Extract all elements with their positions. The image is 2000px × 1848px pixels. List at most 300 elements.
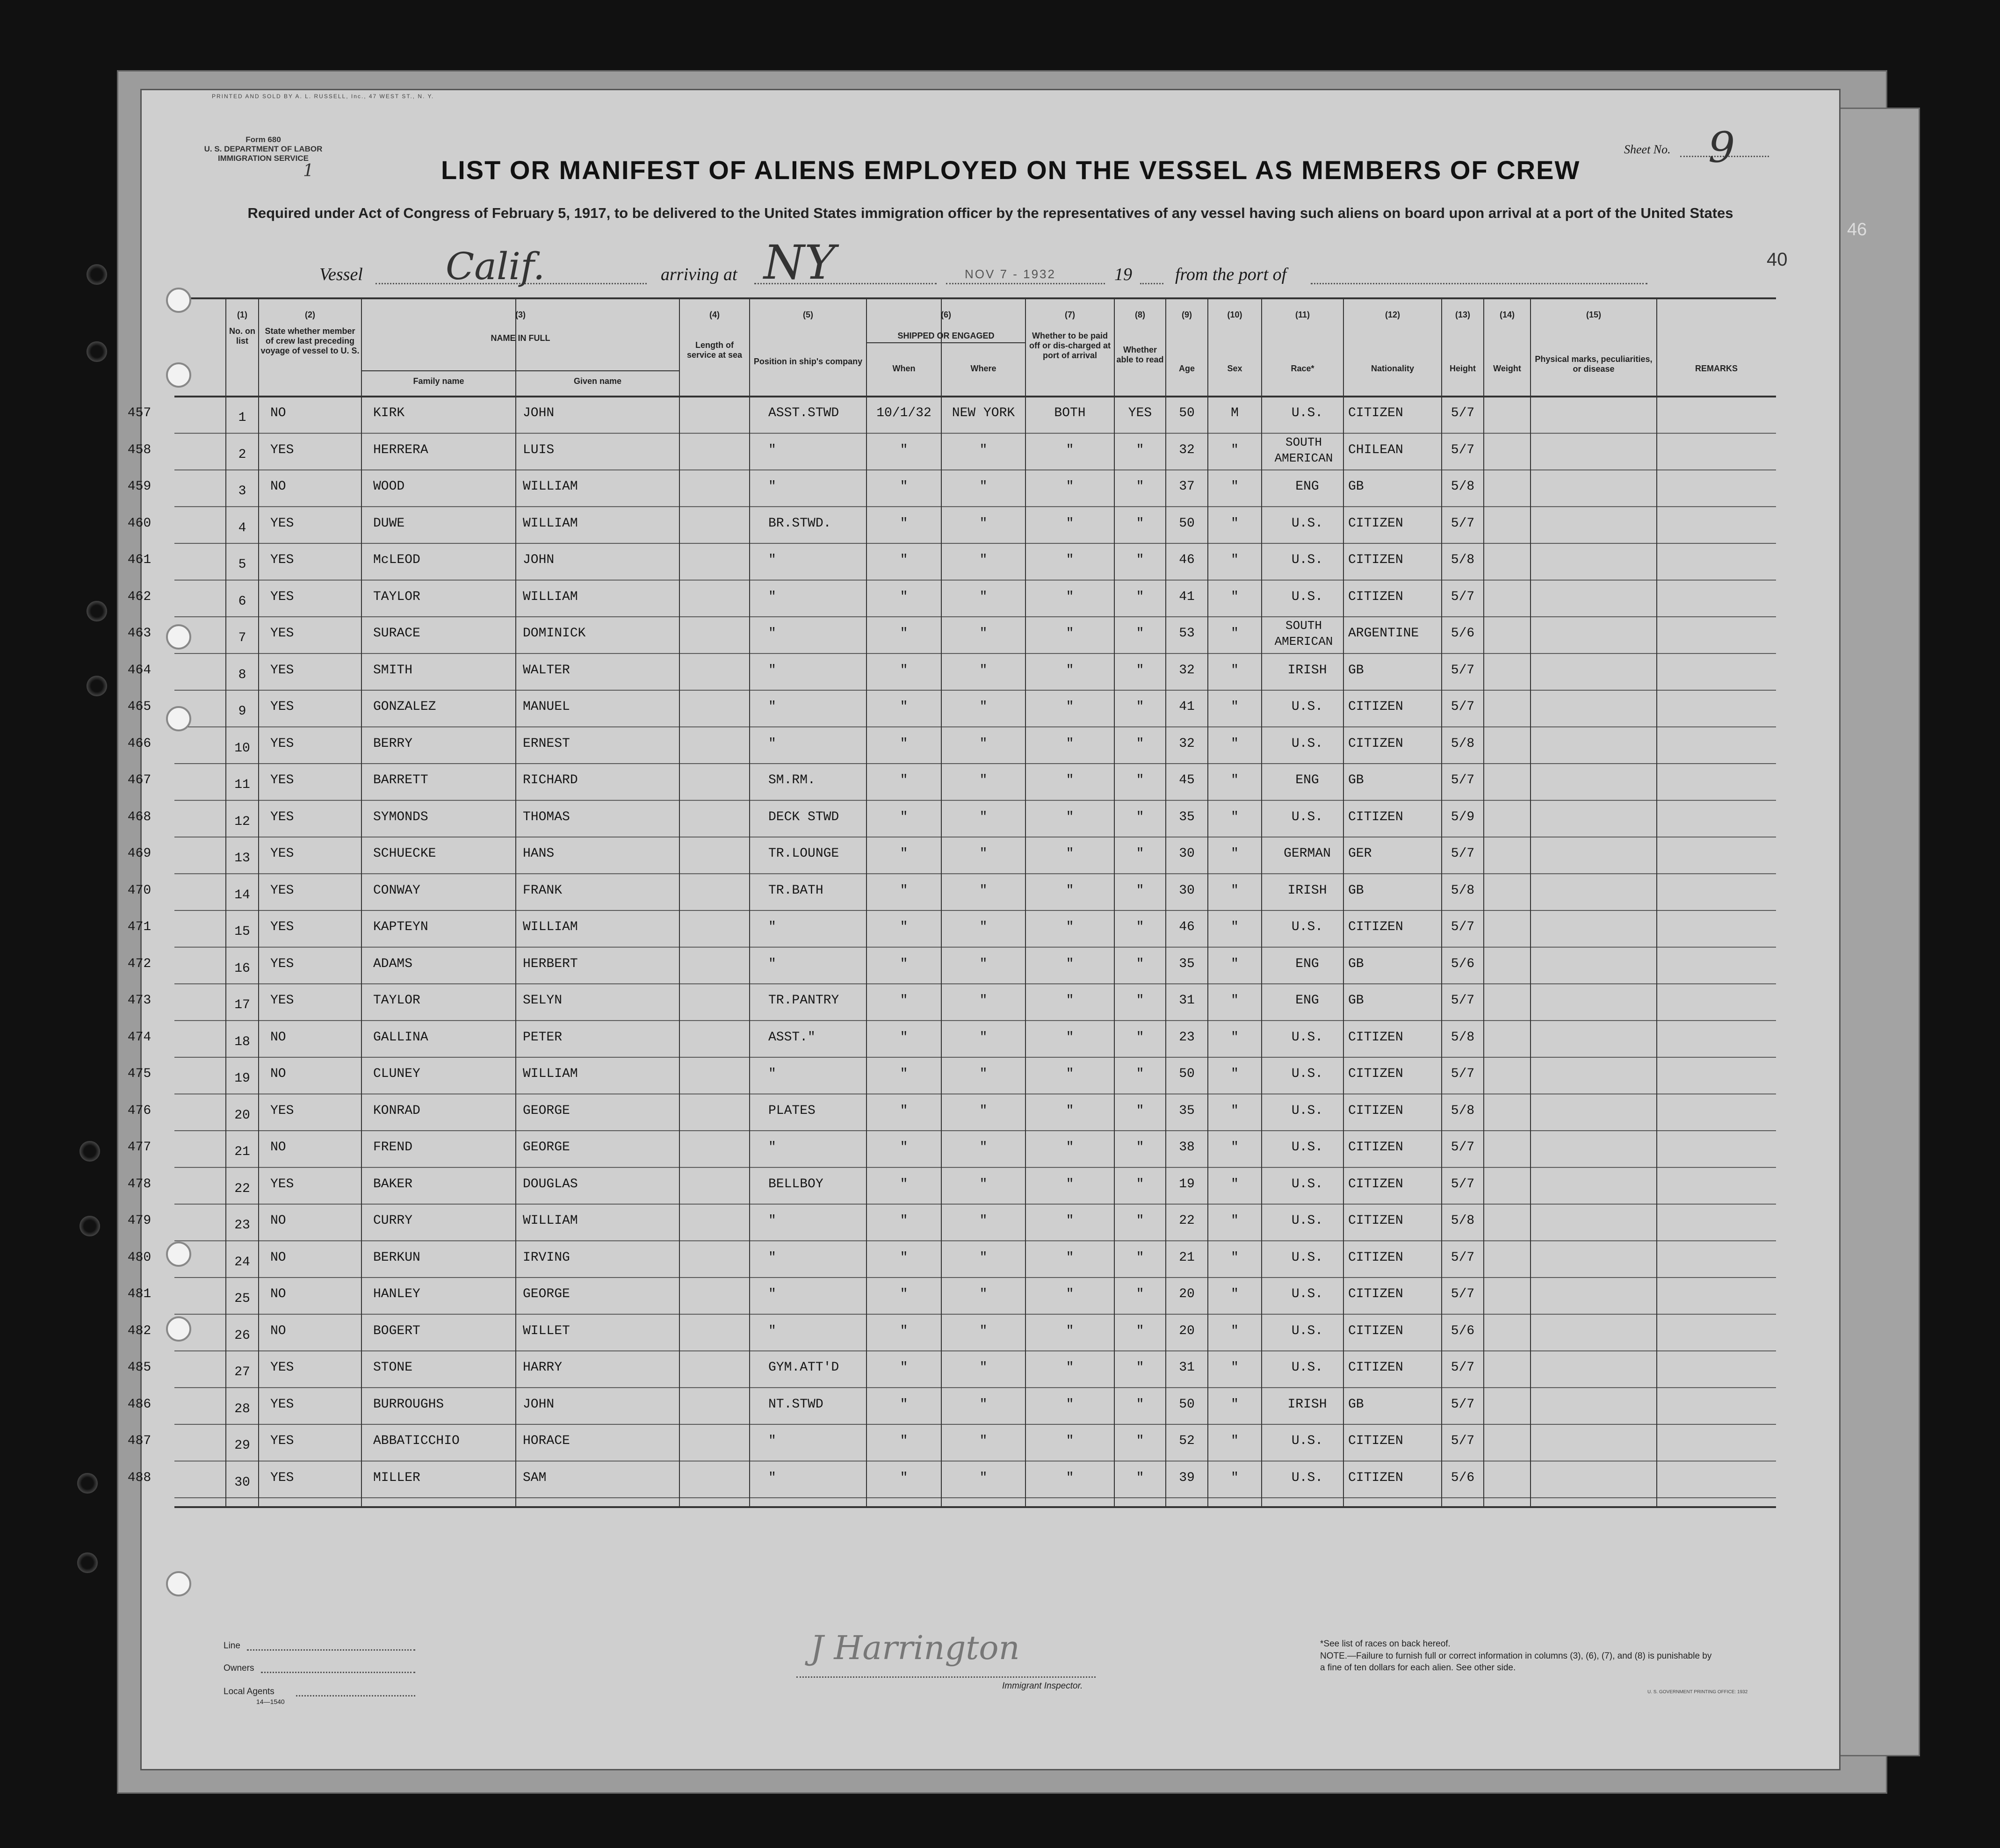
given-name: RICHARD [523, 773, 578, 787]
column-number: (2) [305, 310, 315, 319]
sex-value: " [1231, 846, 1239, 861]
margin-line-number: 460 [127, 516, 152, 531]
family-name: BOGERT [373, 1323, 420, 1338]
arriving-label: arriving at [661, 265, 737, 284]
race-value: U.S. [1291, 1287, 1323, 1301]
row-number: 26 [234, 1328, 250, 1343]
row-number: 22 [234, 1181, 250, 1196]
race-value: U.S. [1291, 1434, 1323, 1448]
header-age: Age [1178, 364, 1195, 373]
paid-off-value: " [1066, 479, 1074, 494]
margin-line-number: 459 [127, 479, 152, 494]
column-number: (8) [1135, 310, 1145, 319]
paid-off-value: " [1066, 1103, 1074, 1118]
state-value: YES [270, 1397, 294, 1412]
age-value: 35 [1179, 1103, 1195, 1118]
height-value: 5/8 [1451, 1213, 1475, 1228]
shipped-where: " [979, 1030, 988, 1045]
given-name: HORACE [523, 1434, 570, 1448]
height-value: 5/7 [1451, 516, 1475, 531]
state-value: YES [270, 1103, 294, 1118]
shipped-where: " [979, 479, 988, 494]
able-to-read-value: " [1136, 1434, 1144, 1448]
sex-value: " [1231, 700, 1239, 714]
binder-hole [87, 676, 107, 696]
margin-line-number: 480 [127, 1250, 152, 1265]
margin-line-number: 485 [127, 1360, 152, 1375]
shipped-where: " [979, 1470, 988, 1485]
position-value: DECK STWD [768, 809, 839, 824]
position-value: " [768, 442, 776, 457]
race-value: IRISH [1287, 1397, 1327, 1412]
column-number: (7) [1065, 310, 1075, 319]
able-to-read-value: " [1136, 1287, 1144, 1301]
header-position: Position in ship's company [753, 357, 863, 366]
race-value: U.S. [1291, 516, 1323, 531]
sex-value: " [1231, 516, 1239, 531]
paid-off-value: " [1066, 920, 1074, 934]
margin-line-number: 471 [127, 920, 152, 934]
shipped-where: " [979, 920, 988, 934]
family-name: DUWE [373, 516, 405, 531]
paid-off-value: " [1066, 1250, 1074, 1265]
paid-off-value: " [1066, 773, 1074, 787]
family-name: BERKUN [373, 1250, 420, 1265]
given-name: GEORGE [523, 1103, 570, 1118]
race-value: U.S. [1291, 1103, 1323, 1118]
nationality-value: CITIZEN [1348, 406, 1403, 420]
position-value: " [768, 1287, 776, 1301]
sex-value: " [1231, 1287, 1239, 1301]
nationality-value: GB [1348, 479, 1364, 494]
state-value: YES [270, 846, 294, 861]
nationality-value: CITIZEN [1348, 1177, 1403, 1191]
nationality-value: CITIZEN [1348, 1103, 1403, 1118]
nationality-value: CITIZEN [1348, 1323, 1403, 1338]
height-value: 5/7 [1451, 773, 1475, 787]
given-name: SAM [523, 1470, 547, 1485]
able-to-read-value: " [1136, 736, 1144, 751]
sex-value: " [1231, 626, 1239, 641]
nationality-value: CITIZEN [1348, 809, 1403, 824]
paid-off-value: " [1066, 993, 1074, 1008]
shipped-where: " [979, 773, 988, 787]
state-value: YES [270, 1177, 294, 1191]
paid-off-value: " [1066, 442, 1074, 457]
race-value: SOUTH AMERICAN [1274, 435, 1333, 465]
inspector-line [796, 1676, 1096, 1678]
sex-value: " [1231, 736, 1239, 751]
shipped-when: " [900, 920, 908, 934]
able-to-read-value: " [1136, 553, 1144, 567]
height-value: 5/6 [1451, 956, 1475, 971]
margin-line-number: 465 [127, 700, 152, 714]
shipped-where: " [979, 700, 988, 714]
able-to-read-value: " [1136, 516, 1144, 531]
able-to-read-value: " [1136, 1140, 1144, 1155]
position-value: GYM.ATT'D [768, 1360, 839, 1375]
sex-value: " [1231, 1213, 1239, 1228]
header-when: When [892, 364, 916, 373]
shipped-where: " [979, 1434, 988, 1448]
date-stamp: NOV 7 - 1932 [965, 267, 1056, 281]
ring-hole [166, 362, 191, 388]
position-value: NT.STWD [768, 1397, 823, 1412]
able-to-read-value: YES [1128, 406, 1152, 420]
able-to-read-value: " [1136, 1470, 1144, 1485]
age-value: 39 [1179, 1470, 1195, 1485]
age-value: 32 [1179, 442, 1195, 457]
column-number: (4) [709, 310, 720, 319]
able-to-read-value: " [1136, 773, 1144, 787]
race-value: U.S. [1291, 589, 1323, 604]
age-value: 41 [1179, 700, 1195, 714]
sex-value: " [1231, 553, 1239, 567]
shipped-when: " [900, 700, 908, 714]
position-value: BELLBOY [768, 1177, 823, 1191]
side-number: 40 [1767, 249, 1788, 270]
height-value: 5/7 [1451, 700, 1475, 714]
sex-value: " [1231, 1250, 1239, 1265]
race-value: IRISH [1287, 663, 1327, 678]
paid-off-value: " [1066, 1470, 1074, 1485]
height-value: 5/7 [1451, 846, 1475, 861]
local-agents-label: Local Agents [224, 1687, 274, 1696]
position-value: " [768, 736, 776, 751]
column-number: (14) [1499, 310, 1515, 319]
shipped-where: " [979, 1213, 988, 1228]
shipped-where: " [979, 1140, 988, 1155]
header-given-name: Given name [573, 376, 622, 386]
able-to-read-value: " [1136, 1177, 1144, 1191]
state-value: NO [270, 1250, 286, 1265]
row-number: 29 [234, 1438, 250, 1453]
race-value: GERMAN [1284, 846, 1331, 861]
margin-line-number: 469 [127, 846, 152, 861]
shipped-when: " [900, 1250, 908, 1265]
row-number: 12 [234, 814, 250, 829]
sex-value: M [1231, 406, 1239, 420]
age-value: 20 [1179, 1287, 1195, 1301]
able-to-read-value: " [1136, 1360, 1144, 1375]
shipped-where: " [979, 736, 988, 751]
shipped-when: " [900, 1287, 908, 1301]
margin-line-number: 458 [127, 442, 152, 457]
shipped-where: " [979, 809, 988, 824]
row-number: 8 [238, 667, 246, 682]
race-value: ENG [1295, 479, 1319, 494]
position-value: " [768, 626, 776, 641]
header-where: Where [970, 364, 996, 373]
row-number: 13 [234, 851, 250, 866]
family-name: ADAMS [373, 956, 413, 971]
shipped-when: " [900, 626, 908, 641]
sex-value: " [1231, 883, 1239, 898]
form-number: Form 680 [245, 135, 281, 144]
shipped-when: " [900, 1140, 908, 1155]
ring-hole [166, 1571, 191, 1596]
margin-line-number: 463 [127, 626, 152, 641]
able-to-read-value: " [1136, 589, 1144, 604]
shipped-when: " [900, 736, 908, 751]
row-number: 25 [234, 1292, 250, 1306]
row-number: 6 [238, 594, 246, 609]
header-race: Race* [1291, 364, 1314, 373]
given-name: DOUGLAS [523, 1177, 578, 1191]
margin-line-number: 475 [127, 1067, 152, 1081]
column-number: (5) [803, 310, 813, 319]
age-value: 31 [1179, 993, 1195, 1008]
shipped-where: NEW YORK [952, 406, 1015, 420]
sex-value: " [1231, 1067, 1239, 1081]
shipped-when: " [900, 956, 908, 971]
age-value: 50 [1179, 1067, 1195, 1081]
margin-line-number: 487 [127, 1434, 152, 1448]
height-value: 5/7 [1451, 1067, 1475, 1081]
family-name: GALLINA [373, 1030, 428, 1045]
family-name: CURRY [373, 1213, 413, 1228]
line-label: Line [224, 1641, 240, 1651]
given-name: HARRY [523, 1360, 563, 1375]
shipped-when: " [900, 773, 908, 787]
gpo-imprint: U. S. GOVERNMENT PRINTING OFFICE: 1932 [1647, 1689, 1748, 1695]
from-port-label: from the port of [1175, 265, 1287, 284]
shipped-when: " [900, 1103, 908, 1118]
race-value: U.S. [1291, 1177, 1323, 1191]
age-value: 22 [1179, 1213, 1195, 1228]
column-number: (15) [1586, 310, 1601, 319]
paid-off-value: " [1066, 846, 1074, 861]
paid-off-value: " [1066, 1030, 1074, 1045]
ring-hole [166, 624, 191, 650]
ring-hole [166, 706, 191, 731]
shipped-where: " [979, 1360, 988, 1375]
family-name: BERRY [373, 736, 413, 751]
shipped-when: " [900, 993, 908, 1008]
row-number: 2 [238, 447, 246, 462]
state-value: NO [270, 1287, 286, 1301]
state-value: YES [270, 553, 294, 567]
race-value: ENG [1295, 956, 1319, 971]
nationality-value: GER [1348, 846, 1372, 861]
position-value: " [768, 553, 776, 567]
vessel-value: Calif. [446, 245, 545, 288]
shipped-when: " [900, 1397, 908, 1412]
family-name: CLUNEY [373, 1067, 420, 1081]
paid-off-value: " [1066, 1177, 1074, 1191]
age-value: 46 [1179, 920, 1195, 934]
nationality-value: CITIZEN [1348, 1434, 1403, 1448]
binder-hole [87, 341, 107, 362]
shipped-where: " [979, 1103, 988, 1118]
state-value: YES [270, 516, 294, 531]
row-number: 24 [234, 1255, 250, 1270]
column-number: (10) [1227, 310, 1242, 319]
race-value: U.S. [1291, 1030, 1323, 1045]
nationality-value: CITIZEN [1348, 700, 1403, 714]
shipped-when: " [900, 883, 908, 898]
state-value: NO [270, 479, 286, 494]
height-value: 5/9 [1451, 809, 1475, 824]
sex-value: " [1231, 1434, 1239, 1448]
sex-value: " [1231, 663, 1239, 678]
header-shipped-or-engaged: SHIPPED OR ENGAGED [897, 331, 995, 340]
age-value: 21 [1179, 1250, 1195, 1265]
margin-line-number: 488 [127, 1470, 152, 1485]
race-value: U.S. [1291, 809, 1323, 824]
nationality-value: CITIZEN [1348, 1287, 1403, 1301]
row-number: 16 [234, 961, 250, 976]
nationality-value: CITIZEN [1348, 1213, 1403, 1228]
shipped-where: " [979, 883, 988, 898]
age-value: 20 [1179, 1323, 1195, 1338]
sex-value: " [1231, 1177, 1239, 1191]
shipped-when: " [900, 1030, 908, 1045]
family-name: BURROUGHS [373, 1397, 444, 1412]
position-value: TR.LOUNGE [768, 846, 839, 861]
row-number: 18 [234, 1034, 250, 1049]
header-sex: Sex [1227, 364, 1242, 373]
height-value: 5/8 [1451, 479, 1475, 494]
row-number: 9 [238, 704, 246, 719]
able-to-read-value: " [1136, 1103, 1144, 1118]
sex-value: " [1231, 809, 1239, 824]
inspector-label: Immigrant Inspector. [1002, 1681, 1083, 1691]
able-to-read-value: " [1136, 1250, 1144, 1265]
age-value: 38 [1179, 1140, 1195, 1155]
row-number: 3 [238, 484, 246, 498]
able-to-read-value: " [1136, 883, 1144, 898]
sheet-number: 9 [1708, 123, 1735, 172]
sex-value: " [1231, 920, 1239, 934]
able-to-read-value: " [1136, 920, 1144, 934]
shipped-when: " [900, 1067, 908, 1081]
position-value: " [768, 1470, 776, 1485]
header-length-of-service: Length of service at sea [686, 340, 743, 360]
position-value: " [768, 1067, 776, 1081]
sex-value: " [1231, 1360, 1239, 1375]
position-value: " [768, 1140, 776, 1155]
sex-value: " [1231, 589, 1239, 604]
nationality-value: CITIZEN [1348, 589, 1403, 604]
sex-value: " [1231, 1103, 1239, 1118]
row-number: 4 [238, 520, 246, 535]
line-field [247, 1649, 415, 1651]
position-value: " [768, 1323, 776, 1338]
shipped-when: " [900, 1470, 908, 1485]
nationality-value: CITIZEN [1348, 1067, 1403, 1081]
given-name: WILLIAM [523, 1067, 578, 1081]
given-name: PETER [523, 1030, 563, 1045]
race-value: U.S. [1291, 700, 1323, 714]
family-name: HANLEY [373, 1287, 420, 1301]
paid-off-value: " [1066, 1360, 1074, 1375]
nationality-value: CITIZEN [1348, 1470, 1403, 1485]
family-name: HERRERA [373, 442, 428, 457]
family-name: SCHUECKE [373, 846, 436, 861]
row-number: 7 [238, 631, 246, 645]
able-to-read-value: " [1136, 1397, 1144, 1412]
race-value: U.S. [1291, 406, 1323, 420]
shipped-when: " [900, 1323, 908, 1338]
margin-line-number: 477 [127, 1140, 152, 1155]
header-state-whether: State whether member of crew last preceding voyage of vessel to U. S. [260, 326, 360, 355]
binder-hole [87, 601, 107, 621]
given-name: LUIS [523, 442, 555, 457]
state-value: NO [270, 406, 286, 420]
paid-off-value: " [1066, 1397, 1074, 1412]
race-value: U.S. [1291, 1360, 1323, 1375]
state-value: YES [270, 993, 294, 1008]
column-number: (1) [237, 310, 247, 319]
able-to-read-value: " [1136, 1030, 1144, 1045]
race-value: ENG [1295, 773, 1319, 787]
height-value: 5/8 [1451, 1103, 1475, 1118]
given-name: WILLIAM [523, 516, 578, 531]
row-number: 21 [234, 1145, 250, 1159]
position-value: SM.RM. [768, 773, 816, 787]
able-to-read-value: " [1136, 479, 1144, 494]
given-name: GEORGE [523, 1287, 570, 1301]
shipped-where: " [979, 626, 988, 641]
age-value: 37 [1179, 479, 1195, 494]
shipped-when: " [900, 663, 908, 678]
nationality-value: GB [1348, 956, 1364, 971]
nationality-value: CHILEAN [1348, 442, 1403, 457]
paid-off-value: " [1066, 1140, 1074, 1155]
state-value: YES [270, 920, 294, 934]
paid-off-value: " [1066, 1067, 1074, 1081]
able-to-read-value: " [1136, 442, 1144, 457]
family-name: GONZALEZ [373, 700, 436, 714]
paid-off-value: " [1066, 553, 1074, 567]
paid-off-value: " [1066, 700, 1074, 714]
margin-line-number: 482 [127, 1323, 152, 1338]
family-name: KIRK [373, 406, 405, 420]
able-to-read-value: " [1136, 1323, 1144, 1338]
paid-off-value: " [1066, 1434, 1074, 1448]
age-value: 35 [1179, 956, 1195, 971]
margin-line-number: 473 [127, 993, 152, 1008]
sex-value: " [1231, 1323, 1239, 1338]
nationality-value: CITIZEN [1348, 736, 1403, 751]
height-value: 5/8 [1451, 736, 1475, 751]
state-value: YES [270, 1434, 294, 1448]
document-title: LIST OR MANIFEST OF ALIENS EMPLOYED ON THE VESSEL AS MEMBERS OF CREW [441, 155, 1581, 185]
row-number: 10 [234, 741, 250, 756]
given-name: JOHN [523, 406, 555, 420]
shipped-when: " [900, 589, 908, 604]
row-number: 11 [234, 778, 250, 792]
service-name: IMMIGRATION SERVICE [218, 154, 309, 163]
paid-off-value: " [1066, 589, 1074, 604]
row-number: 1 [238, 411, 246, 425]
shipped-when: " [900, 1360, 908, 1375]
family-name: KONRAD [373, 1103, 420, 1118]
height-value: 5/6 [1451, 626, 1475, 641]
paid-off-value: BOTH [1054, 406, 1086, 420]
age-value: 19 [1179, 1177, 1195, 1191]
race-value: SOUTH AMERICAN [1274, 619, 1333, 649]
state-value: YES [270, 736, 294, 751]
column-number: (9) [1182, 310, 1192, 319]
height-value: 5/7 [1451, 1434, 1475, 1448]
shipped-when: " [900, 479, 908, 494]
races-note: *See list of races on back hereof. [1320, 1639, 1451, 1649]
age-value: 30 [1179, 883, 1195, 898]
row-number: 5 [238, 557, 246, 572]
state-value: NO [270, 1067, 286, 1081]
